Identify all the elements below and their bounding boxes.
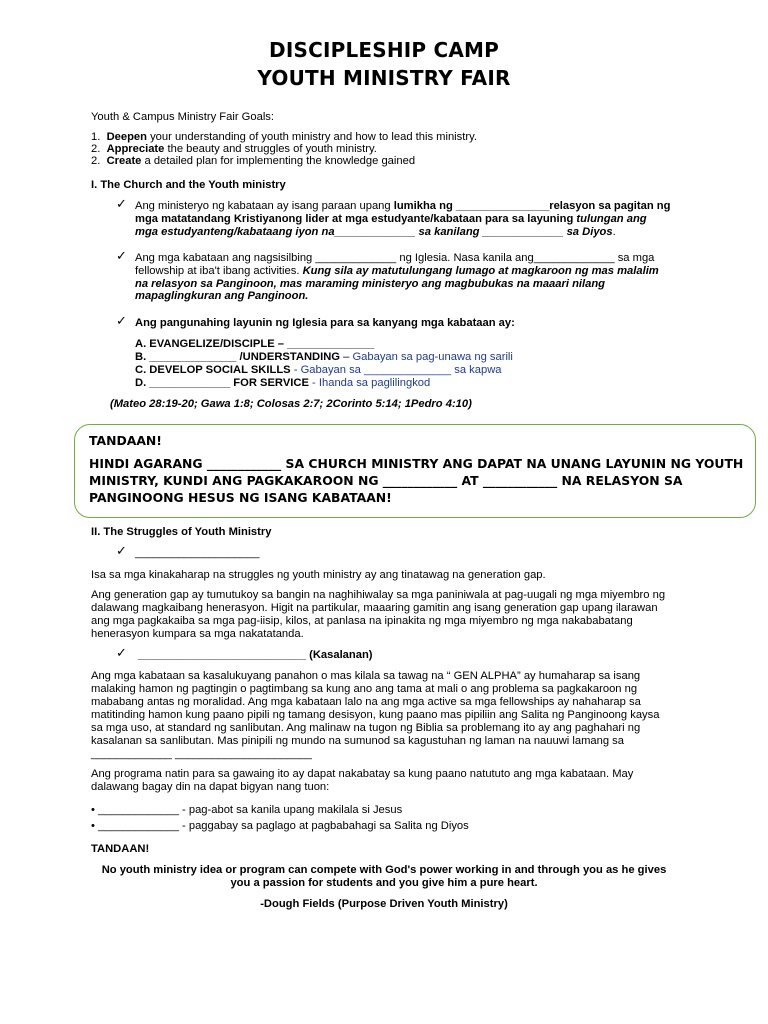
paragraph: Isa sa mga kinakaharap na struggles ng youth ministry ay ang tinatawag na generation gap. (91, 569, 546, 581)
checkmark-icon: ✓ (116, 544, 127, 559)
checkmark-icon: ✓ (116, 646, 127, 661)
goals-heading: Youth & Campus Ministry Fair Goals: (91, 111, 275, 123)
callout-heading: TANDAAN! (89, 433, 162, 448)
paragraph-line: dalawang magkaibang henerasyon. Higit na partikular, maaaring gamitin ang isang generation gap upang ilarawan (91, 602, 658, 614)
bullet3-text: Ang pangunahing layunin ng Iglesia para sa kanyang mga kabataan ay: (135, 317, 515, 329)
callout-line2: MINISTRY, KUNDI ANG PAGKAKAROON NG ____________ AT ____________ NA RELASYON SA (89, 473, 683, 488)
goal-item: 2. Create a detailed plan for implementing the knowledge gained (91, 155, 416, 167)
section1-heading: I. The Church and the Youth ministry (91, 179, 286, 191)
quote-line2: you a passion for students and you give him a pure heart. (230, 877, 538, 889)
callout-line3: PANGINOONG HESUS NG ISANG KABATAAN! (89, 490, 392, 505)
bullet2-line2: fellowship at iba't ibang activities. Kung sila ay matutulungang lumago at magkaroon ng mas malalim (135, 265, 659, 277)
tandaan-label: TANDAAN! (91, 843, 150, 855)
bullet1-line3: mga estudyanteng/kabataang iyon na_____________ sa kanilang _____________ sa Diyos. (135, 226, 616, 238)
goal-item: 1. Deepen your understanding of youth ministry and how to lead this ministry. (91, 131, 477, 143)
page-title-line2: YOUTH MINISTRY FAIR (257, 66, 511, 90)
paragraph-line: Ang generation gap ay tumutukoy sa bangin na naghihiwalay sa mga paniniwala at pag-uugali ng mga miyembro ng (91, 589, 666, 601)
paragraph-line: mababang antas ng moralidad. Ang mga kabataan lalo na ang mga active sa mga fellowships ay nahaharap sa (91, 696, 641, 708)
bullet2-line4: mapaglingkuran ang Panginoon. (135, 290, 309, 302)
list-item: • _____________ - paggabay sa paglago at pagbabahagi sa Salita ng Diyos (91, 820, 469, 832)
goal-item: 2. Appreciate the beauty and struggles of youth ministry. (91, 143, 377, 155)
checkmark-icon: ✓ (116, 197, 127, 212)
callout-line1: HINDI AGARANG ____________ SA CHURCH MINISTRY ANG DAPAT NA UNANG LAYUNIN NG YOUTH (89, 456, 744, 471)
quote-line1: No youth ministry idea or program can compete with God's power working in and through you as he gives (101, 864, 667, 876)
checkmark-icon: ✓ (116, 314, 127, 329)
page-title-line1: DISCIPLESHIP CAMP (269, 38, 499, 62)
paragraph-line: matitinding hamon kung paano pipili ng tamang desisyon, kung paano mas pipiliin ang Salita ng Panginoong kaysa (91, 709, 660, 721)
goal-list-item: A. EVANGELIZE/DISCIPLE – ______________ (135, 338, 375, 350)
list-item: • _____________ - pag-abot sa kanila upang makilala si Jesus (91, 804, 403, 816)
paragraph-line: kasalanan sa sanlibutan. Mas pinipili ng mundo na sumunod sa kagustuhan ng laman na nauuwi lamang sa (91, 735, 624, 747)
checkmark-icon: ✓ (116, 249, 127, 264)
paragraph-line: sa mga uso, at standard ng sanlibutan. Ang malinaw na tugon ng Biblia sa problemang ito ay ang paghahari ng (91, 722, 641, 734)
quote-attribution: -Dough Fields (Purpose Driven Youth Ministry) (260, 898, 508, 910)
blank-line: ____________________ (135, 547, 260, 559)
bullet1-line1: Ang ministeryo ng kabataan ay isang paraan upang lumikha ng _______________relasyon sa pagitan ng (135, 200, 671, 212)
paragraph-line: malaking hamon ng pagtingin o pagtimbang sa kung ano ang tama at mali o ang problema sa pagkakaroon ng (91, 683, 638, 695)
bible-references: (Mateo 28:19-20; Gawa 1:8; Colosas 2:7; 2Corinto 5:14; 1Pedro 4:10) (110, 398, 472, 410)
bullet2-line1: Ang mga kabataan ang nagsisilbing _____________ ng Iglesia. Nasa kanila ang_____________ sa mga (135, 252, 655, 264)
paragraph-line: henerasyon kumpara sa mga nakatatanda. (91, 628, 304, 640)
bullet2-line3: na relasyon sa Panginoon, mas maraming ministeryo ang magbubukas na maaari nilang (135, 278, 606, 290)
paragraph-line: ang mga pagkakaiba sa mga pag-iisip, kilos, at panlasa na ipinakita ng mga miyembro ng mga nakababatang (91, 615, 633, 627)
goal-list-item: D. _____________ FOR SERVICE - Ihanda sa paglilingkod (135, 377, 431, 389)
paragraph-line: dalawang bagay din na dapat bigyan nang tuon: (91, 781, 330, 793)
blank-line-kasalanan: ___________________________ (Kasalanan) (138, 649, 373, 661)
goal-list-item: B. ______________ /UNDERSTANDING – Gabayan sa pag-unawa ng sarili (135, 351, 513, 363)
bullet1-line2: mga matatandang Kristiyanong lider at mga estudyante/kabataan para sa layuning tulungan ang (135, 213, 647, 225)
paragraph-line: Ang mga kabataan sa kasalukuyang panahon o mas kilala sa tawag na “ GEN ALPHA” ay humaharap sa isang (91, 670, 641, 682)
paragraph-line: Ang programa natin para sa gawaing ito ay dapat nakabatay sa kung paano natututo ang mga kabataan. May (91, 768, 634, 780)
goal-list-item: C. DEVELOP SOCIAL SKILLS - Gabayan sa ______________ sa kapwa (135, 364, 502, 376)
paragraph-line: _____________ ______________________ (91, 748, 312, 760)
section2-heading: II. The Struggles of Youth Ministry (91, 526, 272, 538)
